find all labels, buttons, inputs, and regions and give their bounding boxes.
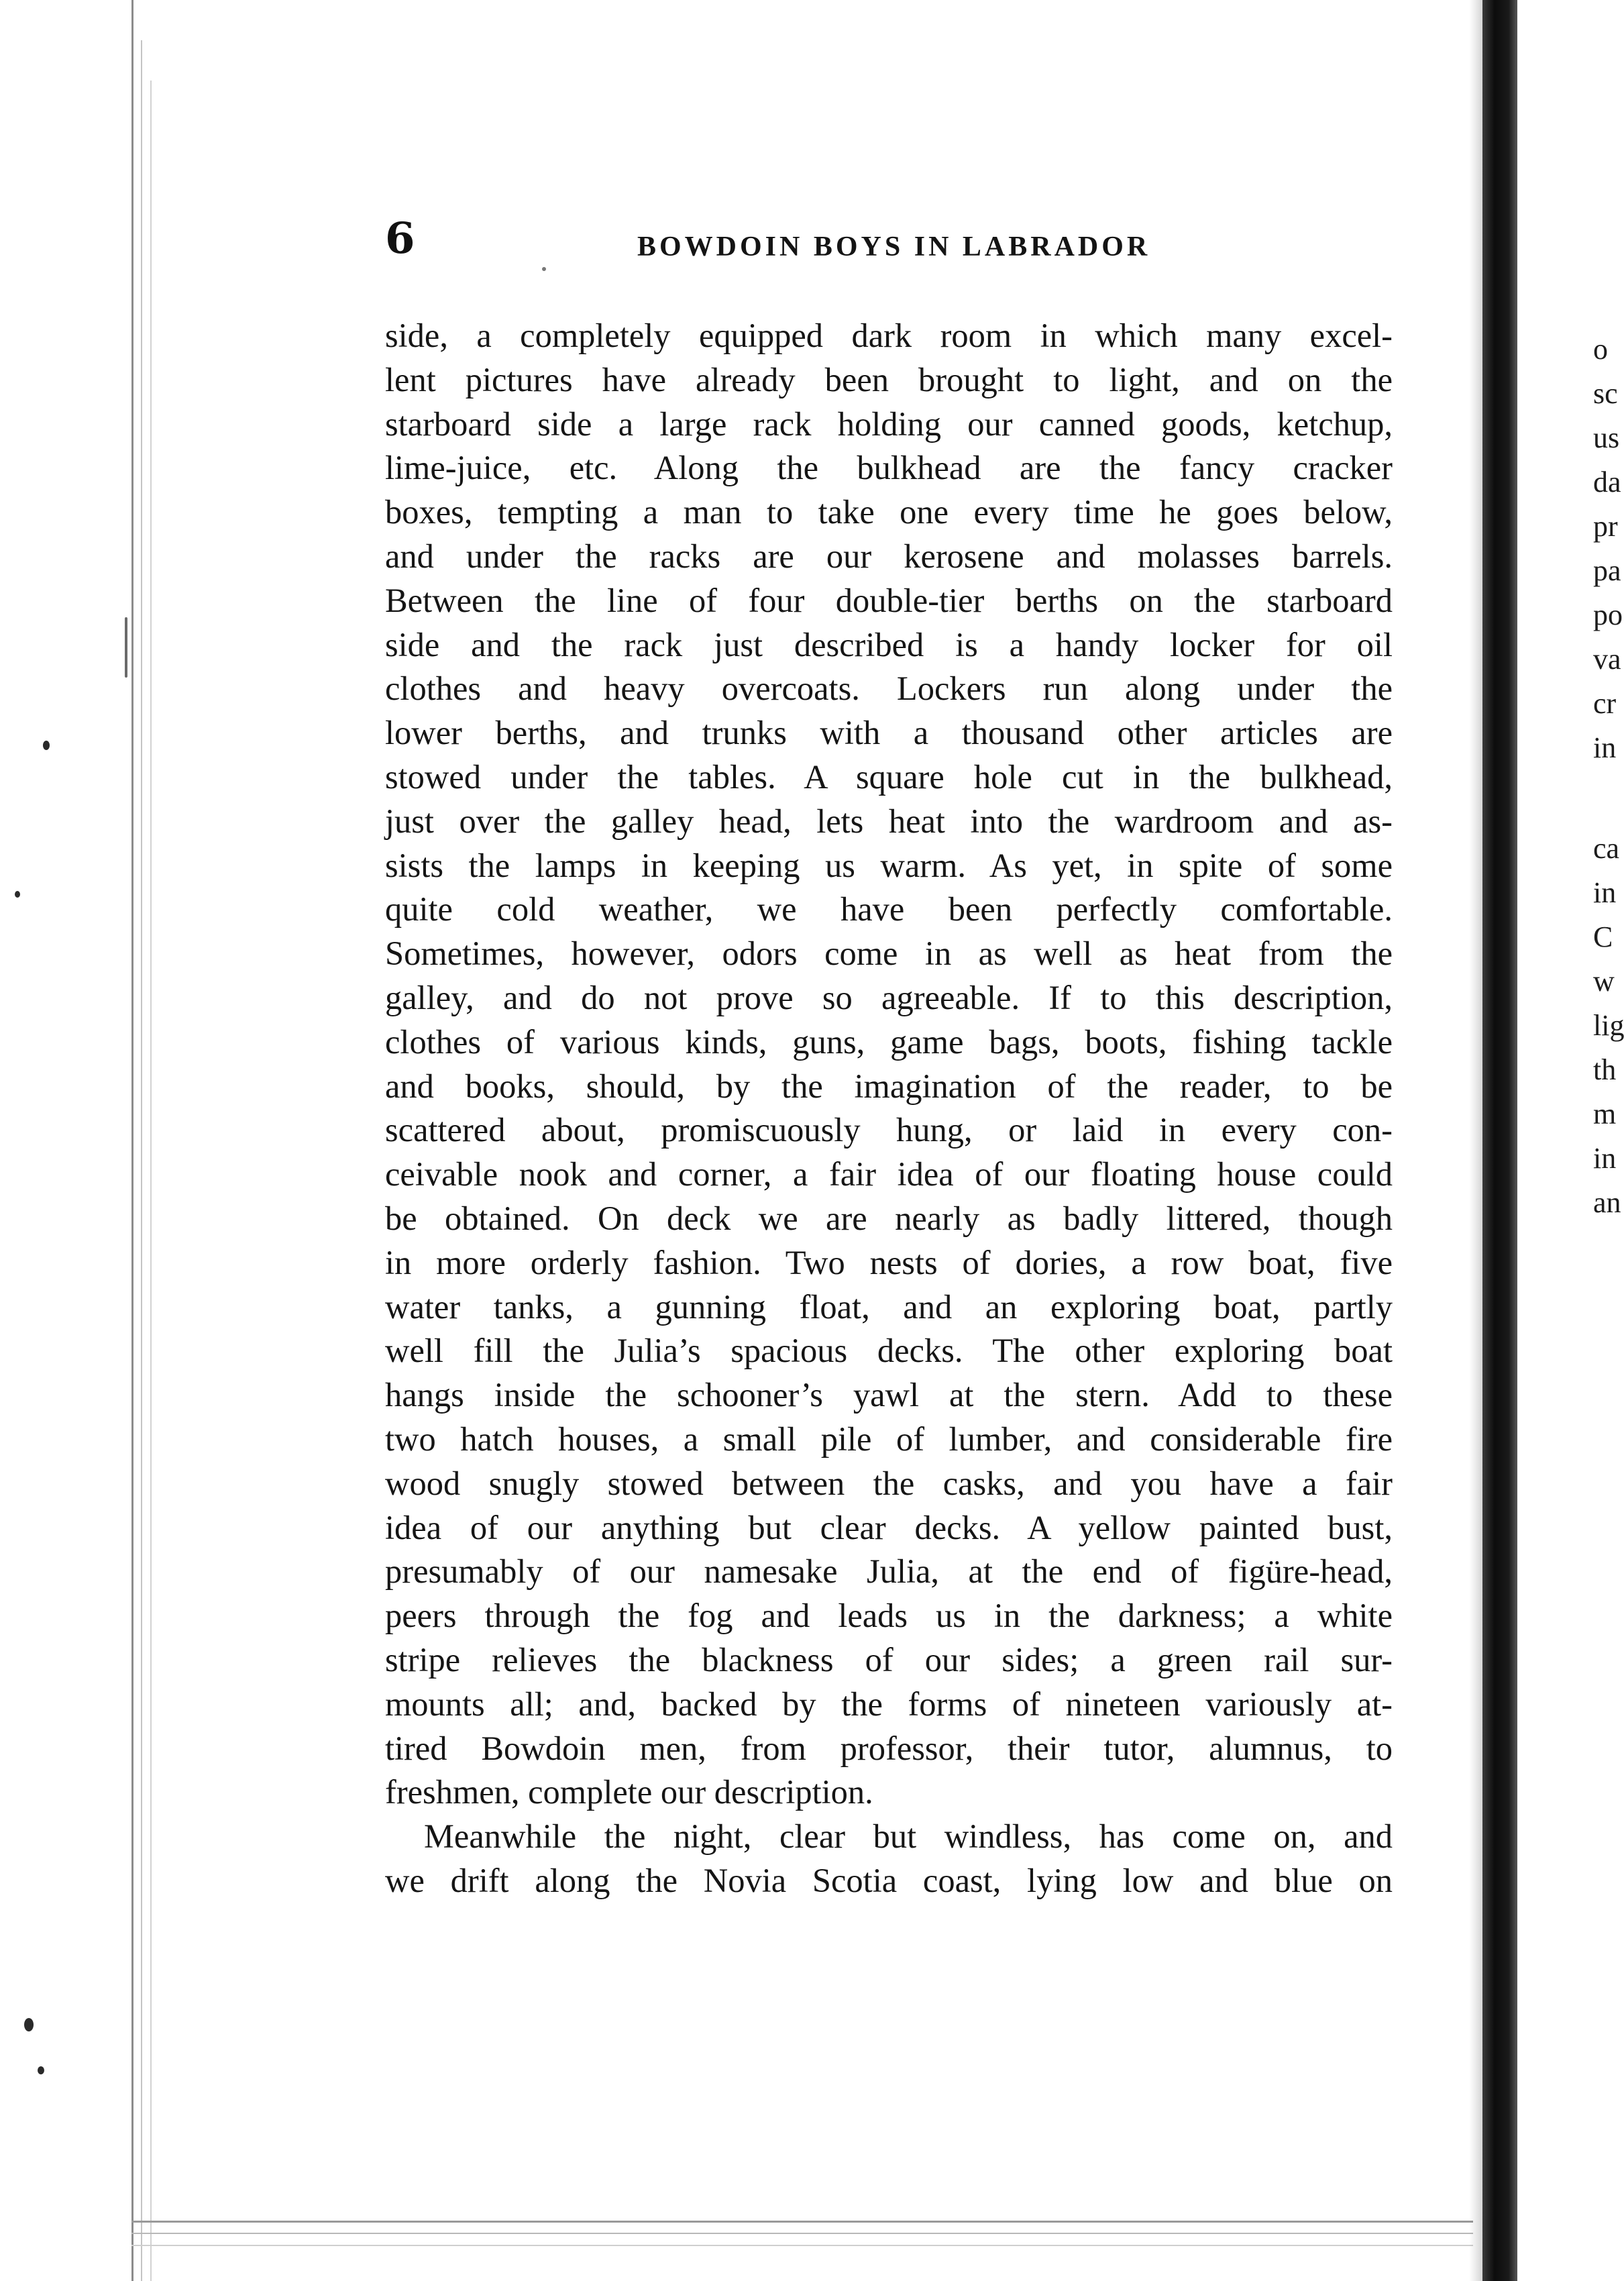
text-line: lower berths, and trunks with a thousand other articles are <box>385 714 1393 752</box>
scan-speck <box>38 2066 44 2074</box>
text-line: clothes and heavy overcoats. Lockers run along under the <box>385 670 1393 708</box>
scan-speck <box>43 741 50 750</box>
text-line: be obtained. On deck we are nearly as badly littered, though <box>385 1199 1393 1237</box>
text-line: Between the line of four double-tier berths on the starboard <box>385 581 1393 619</box>
text-line: water tanks, a gunning float, and an exploring boat, partly <box>385 1287 1393 1326</box>
running-head: BOWDOIN BOYS IN LABRADOR <box>637 231 1151 262</box>
text-line: side and the rack just described is a handy locker for oil <box>385 625 1393 664</box>
facing-page-fragment: C <box>1593 920 1613 953</box>
facing-page-fragment: th <box>1593 1053 1617 1086</box>
page-edge-line <box>131 0 133 2281</box>
text-line: ceivable nook and corner, a fair idea of our floating house could <box>385 1155 1393 1193</box>
page-edge-line <box>150 81 152 2281</box>
facing-page-fragment: o <box>1593 333 1608 366</box>
facing-page-fragment: sc <box>1593 377 1618 410</box>
text-line: lime-juice, etc. Along the bulkhead are the fancy cracker <box>385 449 1393 487</box>
facing-page-fragment: ca <box>1593 832 1620 865</box>
text-line: presumably of our namesake Julia, at the end of figüre-head, <box>385 1552 1393 1591</box>
facing-page-fragment: cr <box>1593 687 1617 720</box>
facing-page-fragment: pa <box>1593 554 1621 587</box>
text-line: mounts all; and, backed by the forms of nineteen variously at- <box>385 1685 1393 1723</box>
facing-page-fragment: po <box>1593 598 1623 631</box>
page-edge-line <box>131 2245 1473 2246</box>
paragraph <box>385 314 1393 1815</box>
text-line: boxes, tempting a man to take one every time he goes below, <box>385 493 1393 531</box>
text-line: scattered about, promiscuously hung, or laid in every con- <box>385 1111 1393 1149</box>
page-edge-line <box>131 2233 1473 2234</box>
gutter-shadow <box>1469 0 1484 2281</box>
text-line: stripe relieves the blackness of our sides; a green rail sur- <box>385 1640 1393 1679</box>
facing-page-fragment: va <box>1593 643 1621 676</box>
text-line: starboard side a large rack holding our canned goods, ketchup, <box>385 405 1393 443</box>
text-line: and books, should, by the imagination of the reader, to be <box>385 1067 1393 1105</box>
facing-page-fragment: w <box>1593 965 1615 998</box>
text-line: tired Bowdoin men, from professor, their tutor, alumnus, to <box>385 1729 1393 1767</box>
page-number: 6 <box>385 213 415 264</box>
scan-speck <box>15 891 20 898</box>
text-line: and under the racks are our kerosene and molasses barrels. <box>385 537 1393 575</box>
text-line: we drift along the Novia Scotia coast, lying low and blue on <box>385 1861 1393 1899</box>
text-line: hangs inside the schooner’s yawl at the stern. Add to these <box>385 1376 1393 1414</box>
facing-page-fragment: m <box>1593 1098 1617 1130</box>
facing-page-fragment: pr <box>1593 510 1618 543</box>
text-line: idea of our anything but clear decks. A yellow painted bust, <box>385 1508 1393 1546</box>
text-line: quite cold weather, we have been perfectly comfortable. <box>385 890 1393 929</box>
body-text <box>385 314 1393 1903</box>
page-edge-line <box>141 40 142 2281</box>
scan-speck <box>125 617 127 678</box>
text-line: clothes of various kinds, guns, game bags, boots, fishing tackle <box>385 1022 1393 1061</box>
scan-speck <box>24 2018 34 2031</box>
text-line: well fill the Julia’s spacious decks. The other exploring boat <box>385 1332 1393 1370</box>
text-line: two hatch houses, a small pile of lumber, and considerable fire <box>385 1420 1393 1458</box>
text-line: wood snugly stowed between the casks, and you have a fair <box>385 1464 1393 1502</box>
facing-page-fragment: in <box>1593 876 1617 909</box>
facing-page-edge <box>1593 0 1624 2281</box>
text-line: side, a completely equipped dark room in which many excel- <box>385 317 1393 354</box>
text-line: peers through the fog and leads us in the darkness; a white <box>385 1597 1393 1635</box>
text-line: in more orderly fashion. Two nests of dories, a row boat, five <box>385 1243 1393 1281</box>
text-line: Meanwhile the night, clear but windless, has come on, and <box>424 1817 1393 1856</box>
facing-page-fragment: in <box>1593 731 1617 764</box>
text-line: freshmen, complete our description. <box>385 1773 873 1811</box>
facing-page-fragment: an <box>1593 1186 1621 1219</box>
facing-page-fragment: lig <box>1593 1009 1624 1042</box>
text-line: lent pictures have already been brought to light, and on the <box>385 360 1393 399</box>
page-edge-line <box>131 2221 1473 2223</box>
book-spine <box>1482 0 1517 2281</box>
facing-page-fragment: us <box>1593 421 1620 454</box>
text-line: Sometimes, however, odors come in as well as heat from the <box>385 935 1393 973</box>
text-line: just over the galley head, lets heat into the wardroom and as- <box>385 802 1393 840</box>
scan-speck <box>542 267 546 271</box>
text-line: stowed under the tables. A square hole cut in the bulkhead, <box>385 757 1393 796</box>
facing-page-fragment: da <box>1593 466 1621 498</box>
facing-page-fragment: in <box>1593 1142 1617 1175</box>
text-line: sists the lamps in keeping us warm. As yet, in spite of some <box>385 846 1393 884</box>
text-line: galley, and do not prove so agreeable. If to this description, <box>385 978 1393 1016</box>
paragraph <box>385 1815 1393 1903</box>
